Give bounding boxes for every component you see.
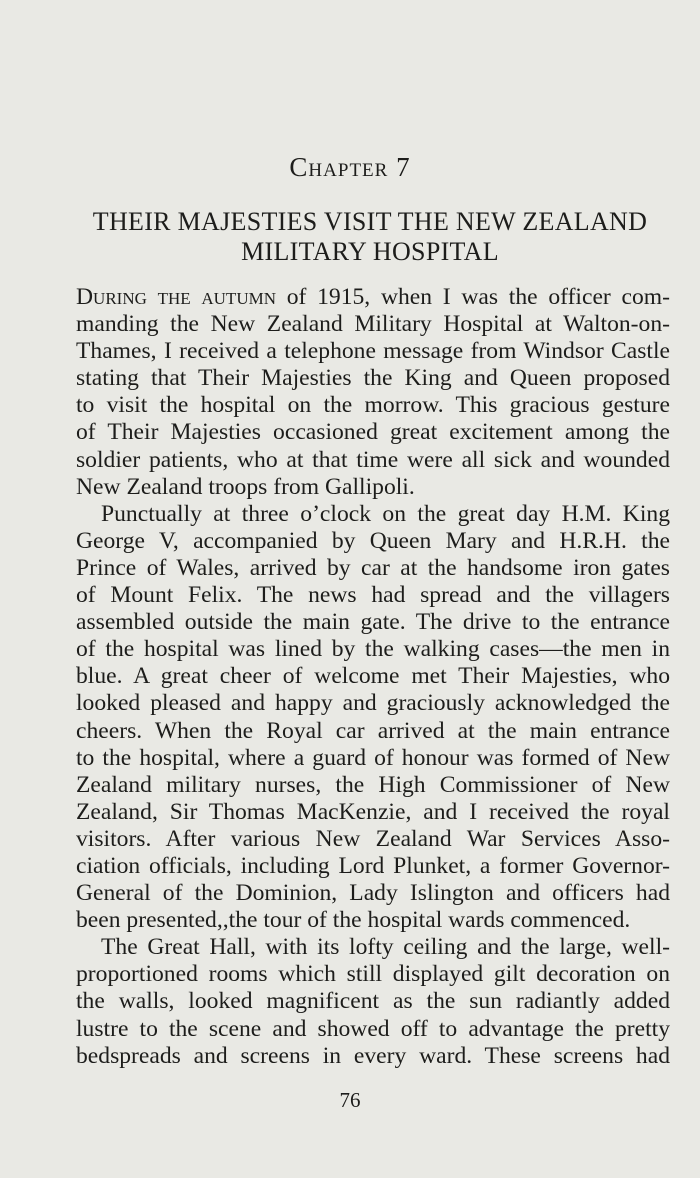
text-line: proportioned rooms which still displayed gilt decoration on (76, 961, 670, 988)
text-line: New Zealand troops from Gallipoli. (76, 473, 415, 500)
text-line: of Mount Felix. The news had spread and the villagers (76, 582, 670, 609)
text-line: General of the Dominion, Lady Islington and officers had (76, 880, 670, 907)
text-line: been presented,,the tour of the hospital wards commenced. (76, 907, 631, 934)
text-line: to the hospital, where a guard of honour was formed of New (76, 744, 670, 771)
text-line: Thames, I received a telephone message from Windsor Castle (76, 338, 670, 365)
text-line: looked pleased and happy and graciously acknowledged the (76, 690, 670, 717)
text-line (76, 284, 670, 311)
text-line: Prince of Wales, arrived by car at the handsome iron gates (76, 554, 670, 581)
text-line: George V, accompanied by Queen Mary and H.R.H. the (76, 527, 670, 554)
page-number: 76 (339, 1088, 361, 1112)
text-line: the walls, looked magnificent as the sun radiantly added (76, 988, 670, 1015)
text-line: of the hospital was lined by the walking cases—the men in (76, 636, 670, 663)
text-line: Zealand military nurses, the High Commissioner of New (76, 771, 670, 798)
text-line: Punctually at three o’clock on the great day H.M. King (101, 500, 670, 527)
text-line: cheers. When the Royal car arrived at the main entrance (76, 717, 670, 744)
text-line: The Great Hall, with its lofty ceiling and the large, well- (101, 934, 670, 961)
text-line: blue. A great cheer of welcome met Their Majesties, who (76, 663, 670, 690)
text-line: ciation officials, including Lord Plunket, a former Governor- (76, 852, 670, 879)
chapter-heading: Chapter 7 (289, 152, 411, 182)
text-line: to visit the hospital on the morrow. This gracious gesture (76, 392, 670, 419)
text-line: manding the New Zealand Military Hospital at Walton-on- (76, 311, 670, 338)
chapter-title-line-1: THEIR MAJESTIES VISIT THE NEW ZEALAND (92, 207, 648, 236)
body-text (76, 284, 670, 1070)
text-line: bedspreads and screens in every ward. These screens had (76, 1042, 670, 1069)
chapter-title-line-2: MILITARY HOSPITAL (241, 237, 499, 266)
text-line: visitors. After various New Zealand War Services Asso- (76, 825, 670, 852)
text-line: assembled outside the main gate. The drive to the entrance (76, 609, 670, 636)
chapter-title (70, 207, 670, 267)
text-line: lustre to the scene and showed off to advantage the pretty (76, 1015, 670, 1042)
text-line: Zealand, Sir Thomas MacKenzie, and I received the royal (76, 798, 670, 825)
text-line: of Their Majesties occasioned great excitement among the (76, 419, 670, 446)
text-line: stating that Their Majesties the King and Queen proposed (76, 365, 670, 392)
text-line-content: of 1915, when I was the officer com- (276, 284, 670, 310)
text-line: soldier patients, who at that time were all sick and wounded (76, 446, 670, 473)
lead-in-smallcaps: During the autumn (76, 284, 276, 310)
